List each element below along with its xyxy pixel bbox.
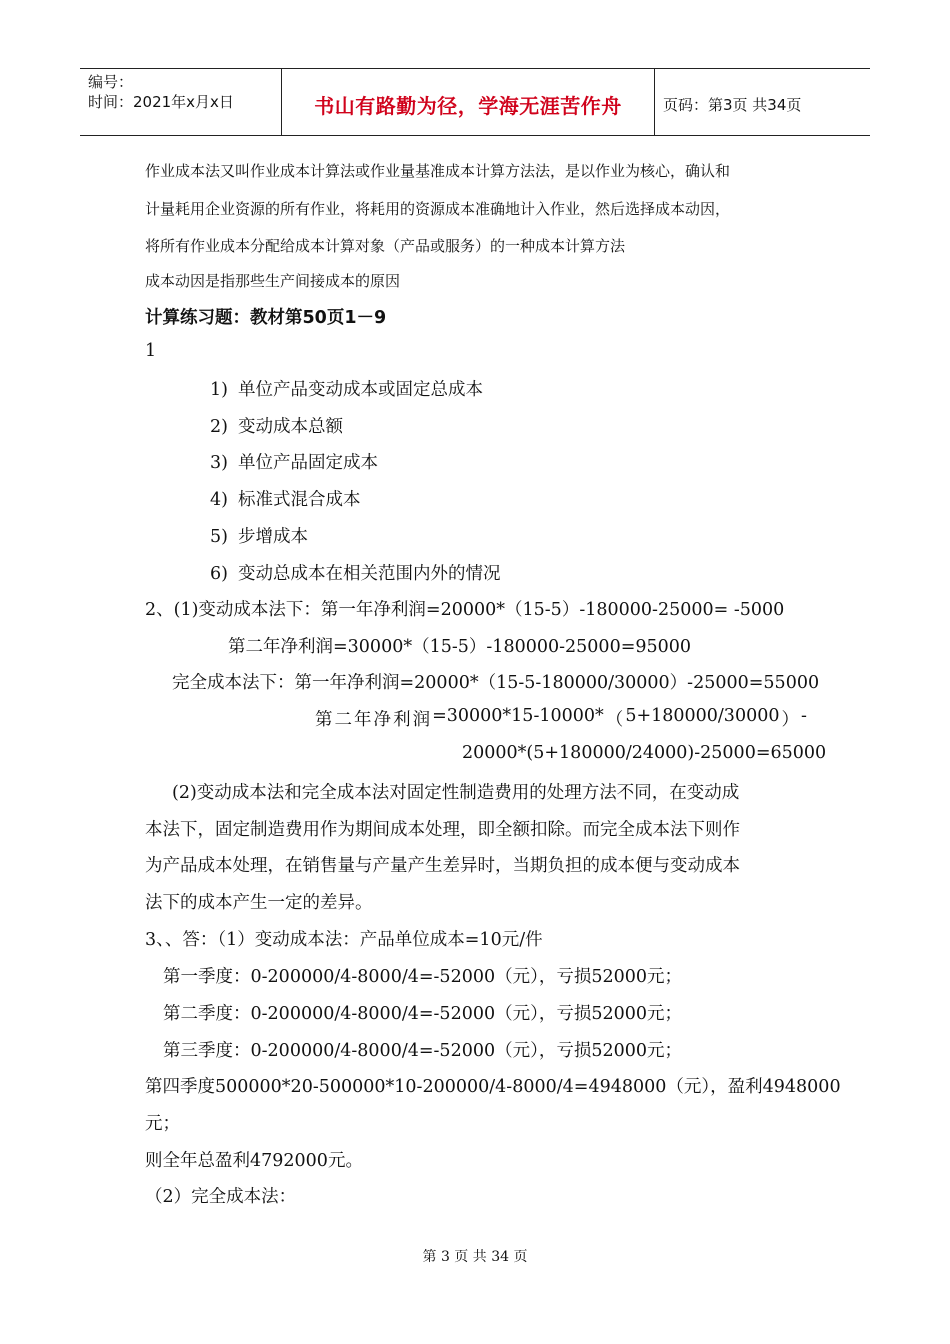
q3-quarter-4: 第四季度500000*20-500000*10-200000/4-8000/4=4948000（元），盈利4948000 xyxy=(145,1077,841,1097)
q3-line-1: 3、、答：（1）变动成本法：产品单位成本=10元/件 xyxy=(145,930,543,950)
intro-line-3: 将所有作业成本分配给成本计算对象（产品或服务）的一种成本计算方法 xyxy=(145,237,626,255)
q2-line-5: 20000*(5+180000/24000)-25000=65000 xyxy=(462,743,827,763)
intro-line-2: 计量耗用企业资源的所有作业，将耗用的资源成本准确地计入作业，然后选择成本动因， xyxy=(145,200,731,218)
list-item: 3) 单位产品固定成本 xyxy=(210,453,378,473)
q2-para-line-4: 法下的成本产生一定的差异。 xyxy=(145,893,373,913)
list-item: 5) 步增成本 xyxy=(210,527,308,547)
header-motto: 书山有路勤为径，学海无涯苦作舟 xyxy=(282,69,655,135)
q3-quarter-4-cont: 元； xyxy=(145,1114,180,1134)
q3-part-2: （2）完全成本法： xyxy=(145,1187,297,1207)
code-label: 编号： xyxy=(88,73,134,91)
header-meta xyxy=(80,69,282,135)
q2-para-line-1: (2)变动成本法和完全成本法对固定性制造费用的处理方法不同，在变动成 xyxy=(172,783,740,803)
list-item: 6) 变动总成本在相关范围内外的情况 xyxy=(210,564,501,584)
list-item: 4) 标准式混合成本 xyxy=(210,490,361,510)
q2-line-2: 第二年净利润=30000*（15-5）-180000-25000=95000 xyxy=(228,637,692,657)
q3-quarter-3: 第三季度：0-200000/4-8000/4=-52000（元），亏损52000元； xyxy=(163,1041,683,1061)
page-footer: 第 3 页 共 34 页 xyxy=(422,1249,528,1265)
header-page-info: 页码：第3页 共34页 xyxy=(663,95,802,114)
q2-para-line-3: 为产品成本处理，在销售量与产量产生差异时，当期负担的成本便与变动成本 xyxy=(145,856,740,876)
q3-total: 则全年总盈利4792000元。 xyxy=(145,1151,363,1171)
q3-quarter-1: 第一季度：0-200000/4-8000/4=-52000（元），亏损52000元； xyxy=(163,967,683,987)
q1-number: 1 xyxy=(145,341,157,361)
page-header xyxy=(80,68,870,136)
q2-line-4: 第 二 年 净 利 润 =30000*15-10000* （ 5+180000/30000 ） - xyxy=(315,706,807,730)
section-title: 计算练习题：教材第50页1－9 xyxy=(145,308,387,328)
date-label: 时间：2021年x月x日 xyxy=(88,93,234,111)
intro-line-1: 作业成本法又叫作业成本计算法或作业量基准成本计算方法法，是以作业为核心，确认和 xyxy=(145,162,731,180)
list-item: 1) 单位产品变动成本或固定总成本 xyxy=(210,380,483,400)
q3-quarter-2: 第二季度：0-200000/4-8000/4=-52000（元），亏损52000元； xyxy=(163,1004,683,1024)
q2-para-line-2: 本法下，固定制造费用作为期间成本处理，即全额扣除。而完全成本法下则作 xyxy=(145,820,740,840)
q2-line-3: 完全成本法下：第一年净利润=20000*（15-5-180000/30000）-25000=55000 xyxy=(172,673,820,693)
q2-line-1: 2、(1)变动成本法下：第一年净利润=20000*（15-5）-180000-25000= -5000 xyxy=(145,600,785,620)
list-item: 2) 变动成本总额 xyxy=(210,417,343,437)
intro-line-4: 成本动因是指那些生产间接成本的原因 xyxy=(145,272,401,290)
